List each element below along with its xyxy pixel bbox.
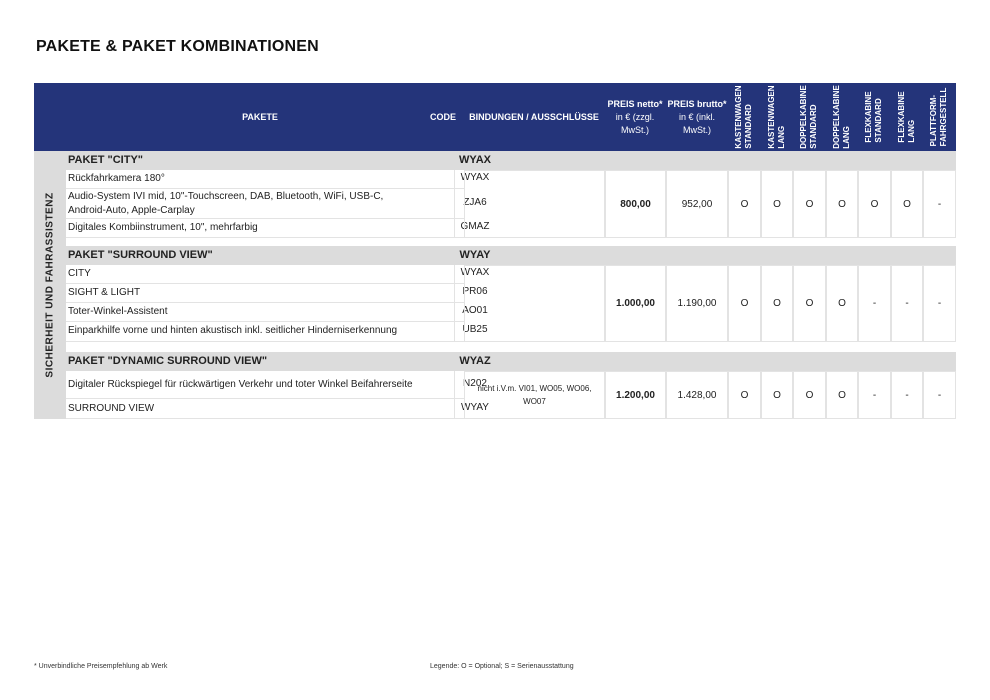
- availability-cell: -: [891, 265, 923, 342]
- category-side-label: SICHERHEIT UND FAHRASSISTENZ: [34, 151, 66, 419]
- price-brutto-cell: 1.428,00: [666, 371, 728, 419]
- availability-cell: O: [826, 265, 858, 342]
- availability-cell: -: [891, 371, 923, 419]
- availability-cell: O: [728, 170, 761, 238]
- availability-cell: O: [761, 371, 793, 419]
- bindungen-cell: [464, 170, 605, 238]
- availability-cell: O: [826, 170, 858, 238]
- availability-cell: O: [728, 371, 761, 419]
- availability-cell: O: [858, 170, 891, 238]
- table-row: Toter-Winkel-Assistent AO01: [66, 303, 464, 322]
- header-variant-flexkabine-lang: FLEXKABINE LANG: [897, 91, 916, 143]
- header-variant-plattform-fahrgestell: PLATTFORM- FAHRGESTELL: [929, 87, 948, 147]
- availability-cell: O: [793, 371, 826, 419]
- footnote-price: * Unverbindliche Preisempfehlung ab Werk: [34, 663, 168, 670]
- header-variant-flexkabine-standard: FLEXKABINE STANDARD: [864, 91, 883, 143]
- availability-cell: -: [923, 265, 956, 342]
- table-row: Rückfahrkamera 180° WYAX: [66, 170, 464, 189]
- header-variant-doppelkabine-lang: DOPPELKABINE LANG: [832, 85, 851, 149]
- page-title: PAKETE & PAKET KOMBINATIONEN: [36, 38, 319, 55]
- price-brutto-cell: 952,00: [666, 170, 728, 238]
- bindungen-cell: nicht i.V.m. VI01, WO05, WO06, WO07: [464, 371, 605, 419]
- header-variant-kastenwagen-lang: KASTENWAGEN LANG: [767, 85, 786, 149]
- availability-cell: -: [923, 371, 956, 419]
- availability-cell: O: [761, 170, 793, 238]
- price-netto-cell: 1.000,00: [605, 265, 666, 342]
- table-row: Einparkhilfe vorne und hinten akustisch inkl. seitlicher Hinderniserkennung UB25: [66, 322, 464, 342]
- table-row: Audio-System IVI mid, 10"-Touchscreen, DAB, Bluetooth, WiFi, USB-C, Android-Auto, Apple-Carplay ZJA6: [66, 189, 464, 219]
- availability-cell: -: [858, 265, 891, 342]
- table-row: CITY WYAX: [66, 265, 464, 284]
- price-brutto-cell: 1.190,00: [666, 265, 728, 342]
- table-header: [34, 83, 956, 151]
- table-row: SIGHT & LIGHT PR06: [66, 284, 464, 303]
- bindungen-cell: [464, 265, 605, 342]
- availability-cell: O: [728, 265, 761, 342]
- group-header-surround-view: PAKET "SURROUND VIEW" WYAY: [66, 246, 956, 265]
- group-header-dynamic-surround-view: PAKET "DYNAMIC SURROUND VIEW" WYAZ: [66, 352, 956, 371]
- table-row: Digitaler Rückspiegel für rückwärtigen Verkehr und toter Winkel Beifahrerseite N202: [66, 371, 464, 399]
- header-variant-kastenwagen-standard: KASTENWAGEN STANDARD: [734, 85, 753, 149]
- header-preis-netto: PREIS netto* in € (zzgl. MwSt.): [607, 98, 663, 135]
- availability-cell: O: [761, 265, 793, 342]
- availability-cell: O: [826, 371, 858, 419]
- header-preis-brutto: PREIS brutto* in € (inkl. MwSt.): [667, 98, 727, 135]
- table-row: Digitales Kombiinstrument, 10", mehrfarbig GMAZ: [66, 219, 464, 238]
- group-header-city: PAKET "CITY" WYAX: [66, 151, 956, 170]
- price-netto-cell: 1.200,00: [605, 371, 666, 419]
- header-bindungen: BINDUNGEN / AUSSCHLÜSSE: [469, 112, 599, 122]
- availability-cell: O: [891, 170, 923, 238]
- header-code: CODE: [429, 112, 456, 122]
- availability-cell: O: [793, 265, 826, 342]
- availability-cell: O: [793, 170, 826, 238]
- footnote-legend: Legende: O = Optional; S = Serienausstattung: [430, 663, 574, 670]
- availability-cell: -: [923, 170, 956, 238]
- header-variant-doppelkabine-standard: DOPPELKABINE STANDARD: [799, 85, 818, 149]
- availability-cell: -: [858, 371, 891, 419]
- table-row: SURROUND VIEW WYAY: [66, 399, 464, 419]
- header-pakete: PAKETE: [242, 112, 278, 122]
- price-netto-cell: 800,00: [605, 170, 666, 238]
